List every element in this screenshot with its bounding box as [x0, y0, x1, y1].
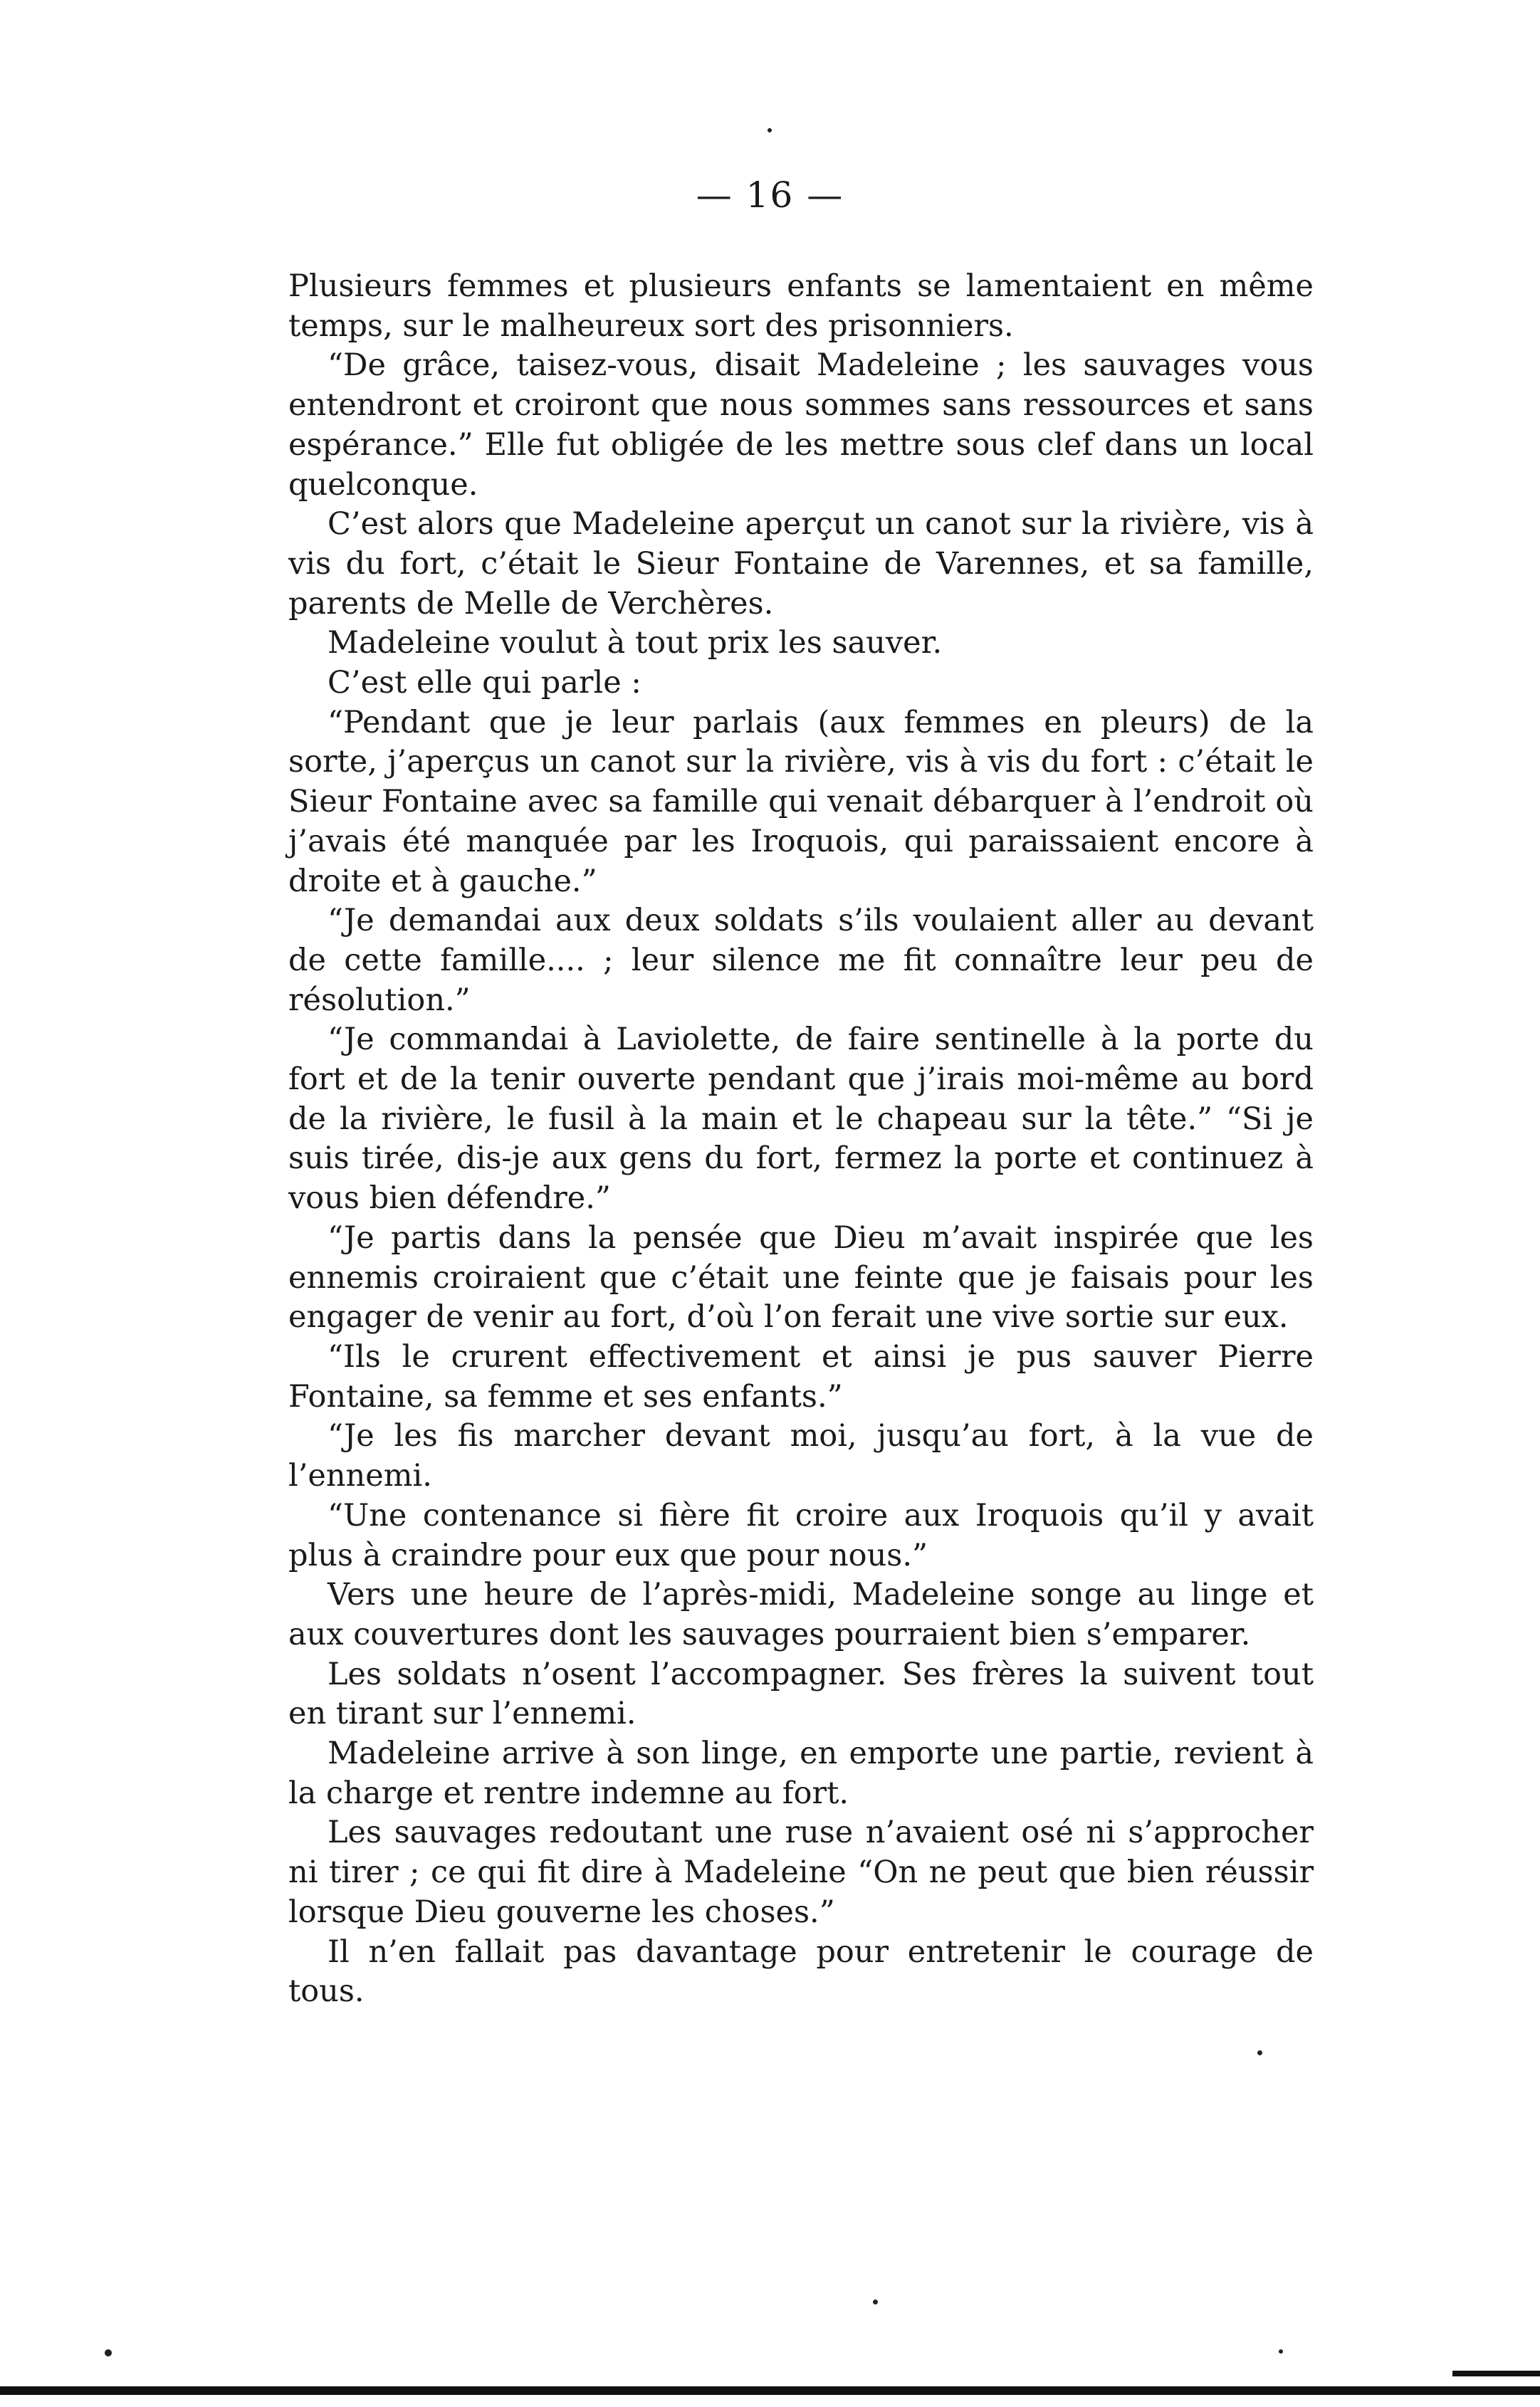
paragraph: “Ils le crurent effectivement et ainsi je pus sauver Pierre Fontaine, sa femme et ses enfants.” [288, 1338, 1314, 1415]
body-text [288, 267, 1314, 2012]
scan-speck [105, 2349, 112, 2356]
scan-speck [873, 2300, 878, 2304]
paragraph: “De grâce, taisez-vous, disait Madeleine ; les sauvages vous entendront et croiront que nous sommes sans ressources et sans espérance.” Elle fut obligée de les mettre sous clef dans un local quelconque. [288, 347, 1314, 503]
paragraph: Plusieurs femmes et plusieurs enfants se lamentaient en même temps, sur le malheureux sort des prisonniers. [288, 268, 1314, 344]
paragraph: Il n’en fallait pas davantage pour entretenir le courage de tous. [288, 1934, 1314, 2010]
paragraph: “Je commandai à Laviolette, de faire sentinelle à la porte du fort et de la tenir ouverte pendant que j’irais moi-même au bord de la rivière, le fusil à la main et le chapeau sur la tête.” “Si je suis tirée, dis-je aux gens du fort, fermez la porte et continuez à vous bien défendre.” [288, 1022, 1314, 1217]
paragraph: “Je les fis marcher devant moi, jusqu’au fort, à la vue de l’ennemi. [288, 1418, 1314, 1494]
paragraph: Les soldats n’osent l’accompagner. Ses frères la suivent tout en tirant sur l’ennemi. [288, 1656, 1314, 1732]
scan-speck [1279, 2349, 1283, 2354]
paragraph: “Je demandai aux deux soldats s’ils voulaient aller au devant de cette famille.... ; leur silence me fit connaître leur peu de résolution.” [288, 903, 1314, 1018]
paragraph: Madeleine voulut à tout prix les sauver. [328, 625, 943, 661]
bottom-edge-rule [0, 2386, 1540, 2395]
scan-speck [768, 128, 772, 132]
paragraph: “Je partis dans la pensée que Dieu m’avait inspirée que les ennemis croiraient que c’était une feinte que je faisais pour les engager de venir au fort, d’où l’on ferait une vive sortie sur eux. [288, 1220, 1314, 1336]
paragraph: Les sauvages redoutant une ruse n’avaient osé ni s’approcher ni tirer ; ce qui fit dire à Madeleine “On ne peut que bien réussir lorsque Dieu gouverne les choses.” [288, 1815, 1314, 1930]
paragraph: Madeleine arrive à son linge, en emporte une partie, revient à la charge et rentre indemne au fort. [288, 1736, 1314, 1811]
paragraph: C’est alors que Madeleine aperçut un canot sur la rivière, vis à vis du fort, c’était le Sieur Fontaine de Varennes, et sa famille, parents de Melle de Verchères. [288, 506, 1314, 622]
bottom-edge-rule [1452, 2371, 1540, 2376]
page-number: — 16 — [696, 174, 844, 216]
paragraph: “Pendant que je leur parlais (aux femmes en pleurs) de la sorte, j’aperçus un canot sur la rivière, vis à vis du fort : c’était le Sieur Fontaine avec sa famille qui venait débarquer à l’endroit où j’avais été manquée par les Iroquois, qui paraissaient encore à droite et à gauche.” [288, 704, 1314, 899]
paragraph: Vers une heure de l’après-midi, Madeleine songe au linge et aux couvertures dont les sauvages pourraient bien s’emparer. [288, 1577, 1314, 1652]
paragraph: C’est elle qui parle : [328, 665, 641, 701]
paragraph: “Une contenance si fière fit croire aux Iroquois qu’il y avait plus à craindre pour eux que pour nous.” [288, 1497, 1314, 1573]
scan-speck [1257, 2050, 1262, 2055]
